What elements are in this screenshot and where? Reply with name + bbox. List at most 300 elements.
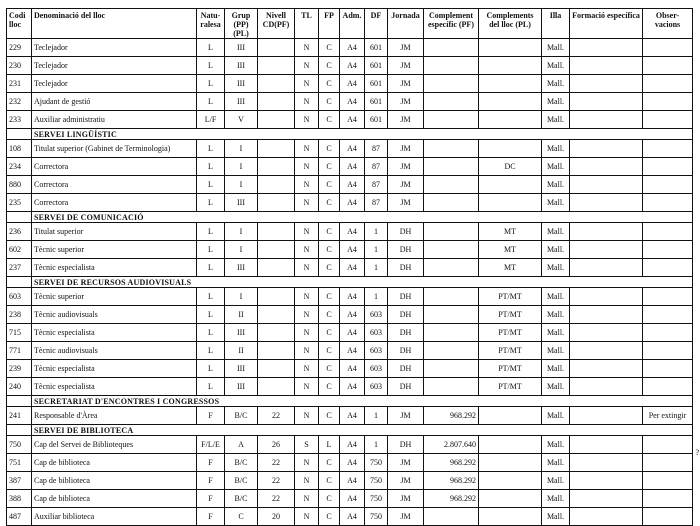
cell-adm: A4 (340, 407, 365, 425)
cell-naturalesa: F/L/E (197, 436, 225, 454)
cell-df: 750 (365, 454, 388, 472)
cell-denominacio: Teclejador (32, 39, 197, 57)
cell-grup: III (225, 378, 258, 396)
cell-denominacio: Teclejador (32, 75, 197, 93)
cell-complement-especific: 2.807.640 (424, 436, 479, 454)
table-row (7, 57, 693, 75)
cell-formacio (570, 93, 643, 111)
cell-df: 750 (365, 490, 388, 508)
cell-codi-lloc: 230 (7, 57, 32, 75)
cell-jornada: JM (388, 111, 424, 129)
cell-complements-lloc: MT (479, 223, 542, 241)
cell-complement-especific: 968.292 (424, 490, 479, 508)
cell-complement-especific (424, 241, 479, 259)
cell-complement-especific (424, 194, 479, 212)
table-row (7, 75, 693, 93)
cell-adm: A4 (340, 490, 365, 508)
cell-illa: Mall. (542, 407, 570, 425)
cell-nivell: 26 (258, 436, 295, 454)
cell-complements-lloc (479, 194, 542, 212)
cell-adm: A4 (340, 454, 365, 472)
cell-tl: N (295, 158, 319, 176)
cell-adm: A4 (340, 176, 365, 194)
cell-naturalesa: L (197, 39, 225, 57)
cell-jornada: JM (388, 194, 424, 212)
cell-naturalesa: L (197, 360, 225, 378)
cell-denominacio: Tècnic especialista (32, 259, 197, 277)
cell-observacions (643, 140, 693, 158)
cell-codi-lloc: 388 (7, 490, 32, 508)
table-row (7, 306, 693, 324)
cell-complement-especific (424, 378, 479, 396)
cell-adm: A4 (340, 140, 365, 158)
cell-nivell (258, 93, 295, 111)
cell-denominacio: Cap de biblioteca (32, 454, 197, 472)
cell-denominacio: Auxiliar biblioteca (32, 508, 197, 526)
cell-observacions (643, 508, 693, 526)
cell-tl: N (295, 508, 319, 526)
cell-adm: A4 (340, 288, 365, 306)
col-header-formacio: Formació específica (570, 9, 643, 39)
cell-jornada: DH (388, 360, 424, 378)
cell-df: 1 (365, 223, 388, 241)
cell-jornada: DH (388, 241, 424, 259)
cell-tl: N (295, 306, 319, 324)
cell-tl: N (295, 39, 319, 57)
cell-grup: II (225, 306, 258, 324)
cell-formacio (570, 490, 643, 508)
cell-df: 601 (365, 93, 388, 111)
cell-fp: C (319, 223, 340, 241)
cell-codi-lloc: 602 (7, 241, 32, 259)
cell-observacions (643, 194, 693, 212)
cell-complements-lloc: PT/MT (479, 306, 542, 324)
cell-fp: C (319, 93, 340, 111)
cell-fp: C (319, 259, 340, 277)
table-row (7, 454, 693, 472)
cell-df: 603 (365, 360, 388, 378)
cell-formacio (570, 75, 643, 93)
cell-naturalesa: L (197, 176, 225, 194)
cell-observacions (643, 158, 693, 176)
cell-fp: C (319, 454, 340, 472)
cell-tl: S (295, 436, 319, 454)
table-row (7, 360, 693, 378)
cell-formacio (570, 241, 643, 259)
document-page (6, 8, 693, 526)
cell-complements-lloc: PT/MT (479, 288, 542, 306)
cell-adm: A4 (340, 111, 365, 129)
table-row (7, 39, 693, 57)
cell-observacions (643, 454, 693, 472)
staff-positions-table (6, 8, 693, 526)
cell-naturalesa: L (197, 288, 225, 306)
cell-df: 603 (365, 306, 388, 324)
cell-nivell (258, 158, 295, 176)
table-row (7, 111, 693, 129)
col-header-df: DF (365, 9, 388, 39)
col-header-observacions: Obser-vacions (643, 9, 693, 39)
cell-df: 1 (365, 436, 388, 454)
cell-tl: N (295, 490, 319, 508)
cell-observacions (643, 111, 693, 129)
cell-nivell (258, 194, 295, 212)
col-header-jornada: Jornada (388, 9, 424, 39)
cell-formacio (570, 342, 643, 360)
cell-df: 750 (365, 472, 388, 490)
cell-complements-lloc (479, 176, 542, 194)
cell-illa: Mall. (542, 342, 570, 360)
cell-complement-especific (424, 223, 479, 241)
cell-tl: N (295, 324, 319, 342)
cell-codi-lloc: 231 (7, 75, 32, 93)
cell-fp: L (319, 436, 340, 454)
cell-grup: III (225, 57, 258, 75)
cell-formacio (570, 508, 643, 526)
table-body (7, 39, 693, 526)
cell-complement-especific (424, 288, 479, 306)
table-header (7, 9, 693, 39)
section-title: SERVEI DE RECURSOS AUDIOVISUALS (32, 277, 693, 288)
cell-codi-lloc: 232 (7, 93, 32, 111)
cell-df: 601 (365, 57, 388, 75)
cell-formacio (570, 436, 643, 454)
cell-denominacio: Tècnic especialista (32, 360, 197, 378)
cell-denominacio: Auxiliar administratiu (32, 111, 197, 129)
cell-jornada: JM (388, 454, 424, 472)
cell-naturalesa: L (197, 259, 225, 277)
cell-illa: Mall. (542, 75, 570, 93)
cell-complement-especific (424, 259, 479, 277)
cell-tl: N (295, 288, 319, 306)
cell-complement-especific (424, 39, 479, 57)
table-row (7, 490, 693, 508)
cell-df: 603 (365, 342, 388, 360)
cell-observacions (643, 324, 693, 342)
cell-fp: C (319, 407, 340, 425)
cell-grup: B/C (225, 490, 258, 508)
cell-illa: Mall. (542, 508, 570, 526)
cell-formacio (570, 158, 643, 176)
cell-nivell: 20 (258, 508, 295, 526)
cell-jornada: JM (388, 75, 424, 93)
cell-observacions (643, 241, 693, 259)
section-code-cell (7, 425, 32, 436)
cell-codi-lloc: 603 (7, 288, 32, 306)
section-code-cell (7, 396, 32, 407)
cell-grup: III (225, 324, 258, 342)
cell-tl: N (295, 407, 319, 425)
cell-nivell: 22 (258, 490, 295, 508)
cell-codi-lloc: 751 (7, 454, 32, 472)
cell-adm: A4 (340, 259, 365, 277)
cell-observacions (643, 93, 693, 111)
cell-jornada: DH (388, 378, 424, 396)
cell-fp: C (319, 508, 340, 526)
cell-codi-lloc: 387 (7, 472, 32, 490)
cell-grup: B/C (225, 407, 258, 425)
cell-denominacio: Tècnic audiovisuals (32, 306, 197, 324)
cell-observacions (643, 75, 693, 93)
table-row (7, 223, 693, 241)
cell-grup: I (225, 176, 258, 194)
cell-naturalesa: L (197, 324, 225, 342)
cell-fp: C (319, 342, 340, 360)
cell-fp: C (319, 490, 340, 508)
cell-illa: Mall. (542, 324, 570, 342)
cell-fp: C (319, 288, 340, 306)
cell-df: 87 (365, 140, 388, 158)
cell-complements-lloc (479, 490, 542, 508)
cell-adm: A4 (340, 93, 365, 111)
cell-tl: N (295, 259, 319, 277)
cell-denominacio: Tècnic audiovisuals (32, 342, 197, 360)
cell-illa: Mall. (542, 490, 570, 508)
cell-observacions: Per extingir (643, 407, 693, 425)
cell-df: 87 (365, 194, 388, 212)
cell-nivell: 22 (258, 407, 295, 425)
cell-jornada: JM (388, 472, 424, 490)
cell-formacio (570, 39, 643, 57)
cell-illa: Mall. (542, 360, 570, 378)
cell-grup: III (225, 360, 258, 378)
section-code-cell (7, 212, 32, 223)
cell-complements-lloc: MT (479, 241, 542, 259)
section-title: SERVEI DE BIBLIOTECA (32, 425, 693, 436)
cell-df: 603 (365, 324, 388, 342)
cell-codi-lloc: 236 (7, 223, 32, 241)
cell-fp: C (319, 378, 340, 396)
cell-nivell (258, 324, 295, 342)
cell-nivell (258, 39, 295, 57)
cell-codi-lloc: 237 (7, 259, 32, 277)
cell-illa: Mall. (542, 454, 570, 472)
header-row (7, 9, 693, 39)
cell-df: 601 (365, 111, 388, 129)
section-row (7, 396, 693, 407)
cell-adm: A4 (340, 472, 365, 490)
table-row (7, 288, 693, 306)
col-header-complement-especific: Complement específic (PF) (424, 9, 479, 39)
table-row (7, 342, 693, 360)
cell-observacions (643, 176, 693, 194)
cell-nivell (258, 75, 295, 93)
cell-formacio (570, 194, 643, 212)
cell-nivell (258, 378, 295, 396)
cell-tl: N (295, 223, 319, 241)
cell-df: 1 (365, 288, 388, 306)
cell-complements-lloc (479, 508, 542, 526)
col-header-illa: Illa (542, 9, 570, 39)
cell-jornada: DH (388, 324, 424, 342)
cell-formacio (570, 360, 643, 378)
cell-tl: N (295, 472, 319, 490)
section-row (7, 277, 693, 288)
cell-formacio (570, 288, 643, 306)
cell-complements-lloc: PT/MT (479, 342, 542, 360)
cell-fp: C (319, 360, 340, 378)
cell-fp: C (319, 111, 340, 129)
cell-complements-lloc: PT/MT (479, 360, 542, 378)
cell-tl: N (295, 111, 319, 129)
cell-complement-especific (424, 75, 479, 93)
cell-codi-lloc: 241 (7, 407, 32, 425)
cell-codi-lloc: 108 (7, 140, 32, 158)
cell-naturalesa: L (197, 241, 225, 259)
cell-complements-lloc (479, 407, 542, 425)
table-row (7, 472, 693, 490)
cell-naturalesa: L (197, 75, 225, 93)
cell-codi-lloc: 771 (7, 342, 32, 360)
cell-formacio (570, 472, 643, 490)
cell-df: 601 (365, 39, 388, 57)
cell-complement-especific (424, 508, 479, 526)
cell-observacions (643, 223, 693, 241)
cell-naturalesa: F (197, 508, 225, 526)
cell-illa: Mall. (542, 176, 570, 194)
cell-complements-lloc (479, 454, 542, 472)
cell-formacio (570, 259, 643, 277)
cell-observacions (643, 378, 693, 396)
cell-naturalesa: F (197, 407, 225, 425)
table-row (7, 436, 693, 454)
cell-fp: C (319, 176, 340, 194)
cell-naturalesa: L (197, 158, 225, 176)
cell-fp: C (319, 158, 340, 176)
cell-codi-lloc: 235 (7, 194, 32, 212)
cell-tl: N (295, 57, 319, 75)
cell-nivell: 22 (258, 454, 295, 472)
cell-observacions (643, 490, 693, 508)
cell-nivell (258, 306, 295, 324)
cell-observacions (643, 360, 693, 378)
cell-adm: A4 (340, 223, 365, 241)
cell-jornada: DH (388, 342, 424, 360)
table-row (7, 140, 693, 158)
cell-formacio (570, 306, 643, 324)
section-title: SECRETARIAT D'ENCONTRES I CONGRESSOS (32, 396, 693, 407)
cell-adm: A4 (340, 75, 365, 93)
cell-df: 1 (365, 241, 388, 259)
cell-naturalesa: F (197, 490, 225, 508)
table-row (7, 508, 693, 526)
cell-formacio (570, 324, 643, 342)
cell-illa: Mall. (542, 223, 570, 241)
cell-denominacio: Tècnic especialista (32, 378, 197, 396)
cell-codi-lloc: 233 (7, 111, 32, 129)
cell-grup: B/C (225, 472, 258, 490)
cell-tl: N (295, 360, 319, 378)
cell-grup: I (225, 158, 258, 176)
cell-complements-lloc (479, 111, 542, 129)
cell-fp: C (319, 194, 340, 212)
cell-jornada: JM (388, 407, 424, 425)
cell-nivell (258, 111, 295, 129)
cell-complement-especific: 968.292 (424, 454, 479, 472)
cell-complement-especific (424, 324, 479, 342)
table-row (7, 158, 693, 176)
cell-nivell (258, 223, 295, 241)
cell-fp: C (319, 39, 340, 57)
section-code-cell (7, 129, 32, 140)
cell-df: 87 (365, 158, 388, 176)
cell-fp: C (319, 57, 340, 75)
cell-illa: Mall. (542, 93, 570, 111)
cell-illa: Mall. (542, 378, 570, 396)
cell-fp: C (319, 241, 340, 259)
col-header-codi-lloc: Codi lloc (7, 9, 32, 39)
cell-df: 1 (365, 259, 388, 277)
cell-naturalesa: F (197, 454, 225, 472)
cell-tl: N (295, 241, 319, 259)
cell-naturalesa: L (197, 194, 225, 212)
cell-adm: A4 (340, 436, 365, 454)
table-row (7, 407, 693, 425)
cell-tl: N (295, 454, 319, 472)
cell-fp: C (319, 306, 340, 324)
cell-tl: N (295, 342, 319, 360)
cell-naturalesa: L (197, 378, 225, 396)
cell-codi-lloc: 487 (7, 508, 32, 526)
cell-grup: C (225, 508, 258, 526)
cell-complements-lloc (479, 39, 542, 57)
cell-df: 601 (365, 75, 388, 93)
cell-jornada: DH (388, 223, 424, 241)
cell-illa: Mall. (542, 140, 570, 158)
cell-complements-lloc (479, 93, 542, 111)
cell-observacions (643, 39, 693, 57)
cell-codi-lloc: 239 (7, 360, 32, 378)
cell-jornada: JM (388, 490, 424, 508)
table-row (7, 259, 693, 277)
table-row (7, 241, 693, 259)
cell-complements-lloc (479, 140, 542, 158)
cell-df: 1 (365, 407, 388, 425)
cell-fp: C (319, 75, 340, 93)
cell-complement-especific: 968.292 (424, 472, 479, 490)
cell-denominacio: Correctora (32, 194, 197, 212)
col-header-denominacio: Denominació del lloc (32, 9, 197, 39)
col-header-adm: Adm. (340, 9, 365, 39)
cell-tl: N (295, 378, 319, 396)
cell-grup: I (225, 241, 258, 259)
cell-adm: A4 (340, 378, 365, 396)
cell-adm: A4 (340, 508, 365, 526)
cell-fp: C (319, 324, 340, 342)
cell-complements-lloc (479, 57, 542, 75)
cell-grup: V (225, 111, 258, 129)
cell-df: 750 (365, 508, 388, 526)
cell-adm: A4 (340, 158, 365, 176)
cell-naturalesa: F (197, 472, 225, 490)
cell-nivell (258, 259, 295, 277)
cell-jornada: DH (388, 259, 424, 277)
cell-denominacio: Teclejador (32, 57, 197, 75)
cell-adm: A4 (340, 360, 365, 378)
cell-df: 87 (365, 176, 388, 194)
cell-complement-especific (424, 158, 479, 176)
cell-grup: B/C (225, 454, 258, 472)
cell-codi-lloc: 240 (7, 378, 32, 396)
cell-denominacio: Cap de biblioteca (32, 472, 197, 490)
table-row (7, 93, 693, 111)
table-row (7, 194, 693, 212)
cell-denominacio: Tècnic especialista (32, 324, 197, 342)
cell-nivell (258, 288, 295, 306)
cell-formacio (570, 57, 643, 75)
cell-jornada: DH (388, 288, 424, 306)
cell-complement-especific (424, 140, 479, 158)
